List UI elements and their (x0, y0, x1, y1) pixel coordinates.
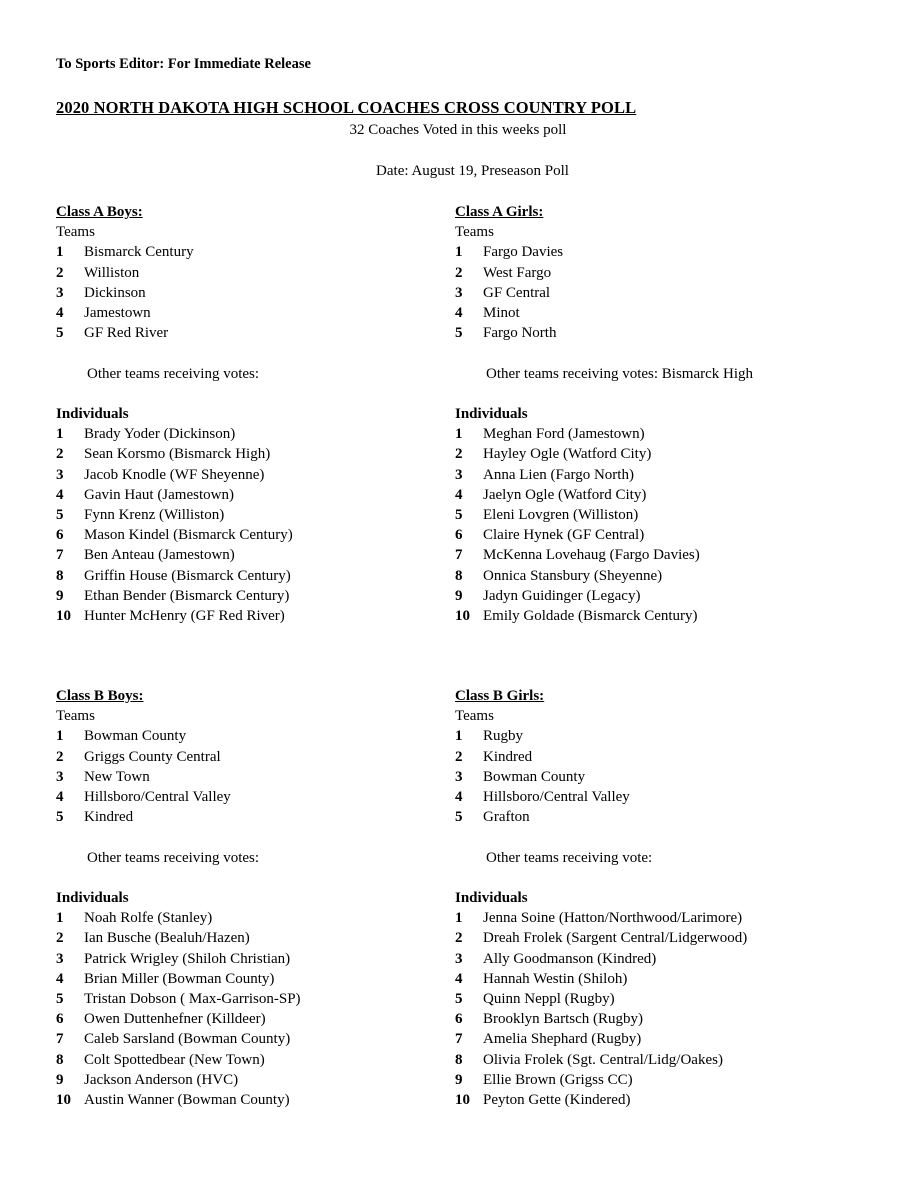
release-line: To Sports Editor: For Immediate Release (56, 56, 311, 72)
rank-number: 6 (56, 527, 64, 544)
team-row (56, 767, 476, 787)
rank-number: 5 (56, 991, 64, 1007)
section-title: Class A Girls: (455, 204, 544, 220)
rank-number: 4 (455, 789, 463, 806)
individual-name: Jadyn Guidinger (Legacy) (483, 587, 641, 604)
individual-row (56, 989, 476, 1009)
individual-row (56, 444, 476, 464)
individual-name: Austin Wanner (Bowman County) (84, 1092, 290, 1109)
individual-row (455, 505, 875, 525)
individual-row (56, 1050, 476, 1070)
team-name: Bowman County (483, 768, 586, 785)
team-name: Grafton (483, 809, 530, 826)
individual-row (56, 566, 476, 586)
other-teams-receiving-votes: Other teams receiving vote: (486, 849, 653, 866)
section-class-b-girls (455, 686, 875, 1110)
team-name: New Town (84, 768, 150, 785)
team-name: Hillsboro/Central Valley (483, 789, 630, 806)
rank-number: 3 (56, 466, 64, 483)
team-name: Rugby (483, 728, 524, 745)
rank-number: 5 (455, 809, 463, 826)
individual-row (56, 525, 476, 545)
team-row (56, 242, 476, 262)
team-row (455, 747, 875, 767)
individual-row (56, 465, 476, 485)
rank-number: 2 (56, 930, 64, 947)
individual-name: Jackson Anderson (HVC) (84, 1071, 239, 1088)
team-row (56, 263, 476, 283)
team-name: Fargo Davies (483, 244, 564, 261)
poll-date-line: Date: August 19, Preseason Poll (376, 163, 569, 179)
teams-label: Teams (455, 224, 494, 241)
individual-row (56, 1029, 476, 1049)
rank-number: 3 (455, 950, 463, 967)
team-row (455, 787, 875, 807)
team-row (56, 303, 476, 323)
individual-name: Meghan Ford (Jamestown) (483, 426, 645, 443)
individual-name: Quinn Neppl (Rugby) (483, 991, 615, 1007)
individual-name: Emily Goldade (Bismarck Century) (483, 608, 698, 625)
individual-name: Gavin Haut (Jamestown) (84, 486, 234, 503)
rank-number: 2 (455, 264, 463, 281)
individual-name: Jacob Knodle (WF Sheyenne) (84, 466, 265, 483)
individual-name: Jenna Soine (Hatton/Northwood/Larimore) (483, 910, 743, 927)
rank-number: 3 (455, 284, 463, 301)
rank-number: 1 (56, 728, 64, 745)
individual-row (455, 545, 875, 565)
team-name: Dickinson (84, 284, 146, 301)
rank-number: 7 (455, 1031, 463, 1048)
individual-name: McKenna Lovehaug (Fargo Davies) (483, 547, 700, 564)
individual-name: Brian Miller (Bowman County) (84, 970, 275, 987)
rank-number: 4 (56, 305, 64, 322)
individual-name: Tristan Dobson ( Max-Garrison-SP) (84, 991, 301, 1007)
rank-number: 1 (455, 910, 463, 927)
team-name: West Fargo (483, 264, 552, 281)
rank-number: 1 (56, 244, 64, 261)
individual-row (56, 545, 476, 565)
individual-row (455, 1070, 875, 1090)
individual-row (455, 1009, 875, 1029)
rank-number: 9 (455, 587, 463, 604)
individual-name: Griffin House (Bismarck Century) (84, 567, 291, 584)
team-row (455, 242, 875, 262)
rank-number: 8 (455, 1051, 463, 1068)
rank-number: 5 (455, 507, 463, 523)
rank-number: 8 (56, 567, 64, 584)
rank-number: 4 (56, 789, 64, 806)
team-row (455, 323, 875, 343)
individual-name: Caleb Sarsland (Bowman County) (84, 1031, 291, 1048)
individual-row (56, 1090, 476, 1110)
individuals-label: Individuals (56, 405, 129, 422)
rank-number: 2 (56, 264, 64, 281)
team-name: Kindred (84, 809, 134, 826)
individual-row (56, 908, 476, 928)
individual-row (455, 1029, 875, 1049)
team-name: Hillsboro/Central Valley (84, 789, 231, 806)
team-row (455, 807, 875, 827)
other-teams-receiving-votes: Other teams receiving votes: (87, 365, 260, 382)
team-name: Minot (483, 305, 520, 322)
individual-row (455, 606, 875, 626)
rank-number: 4 (56, 486, 64, 503)
rank-number: 9 (455, 1071, 463, 1088)
individual-name: Brady Yoder (Dickinson) (84, 426, 236, 443)
coaches-voted-line: 32 Coaches Voted in this weeks poll (349, 122, 567, 138)
individual-name: Olivia Frolek (Sgt. Central/Lidg/Oakes) (483, 1051, 723, 1068)
team-row (56, 283, 476, 303)
individual-name: Amelia Shephard (Rugby) (483, 1031, 642, 1048)
spacer (455, 827, 875, 847)
individual-name: Ian Busche (Bealuh/Hazen) (84, 930, 250, 947)
individual-row (56, 928, 476, 948)
rank-number: 8 (455, 567, 463, 584)
teams-label: Teams (56, 708, 95, 725)
rank-number: 10 (455, 608, 470, 625)
individual-name: Colt Spottedbear (New Town) (84, 1051, 265, 1068)
spacer (455, 384, 875, 404)
team-name: Williston (84, 264, 140, 281)
individual-name: Mason Kindel (Bismarck Century) (84, 527, 293, 544)
team-row (56, 323, 476, 343)
rank-number: 7 (56, 1031, 64, 1048)
other-teams-receiving-votes: Other teams receiving votes: Bismarck High (486, 365, 754, 382)
rank-number: 5 (455, 325, 463, 342)
spacer (56, 384, 476, 404)
rank-number: 8 (56, 1051, 64, 1068)
team-row (455, 767, 875, 787)
rank-number: 10 (455, 1092, 470, 1109)
team-name: Fargo North (483, 325, 557, 342)
individual-name: Owen Duttenhefner (Killdeer) (84, 1011, 266, 1028)
rank-number: 2 (455, 446, 463, 463)
team-name: Bowman County (84, 728, 187, 745)
rank-number: 1 (56, 910, 64, 927)
section-class-a-girls (455, 202, 875, 626)
rank-number: 3 (56, 284, 64, 301)
spacer (455, 343, 875, 363)
spacer (455, 868, 875, 888)
other-teams-receiving-votes: Other teams receiving votes: (87, 849, 260, 866)
individual-row (455, 949, 875, 969)
spacer (56, 827, 476, 847)
individual-name: Dreah Frolek (Sargent Central/Lidgerwood) (483, 930, 748, 947)
individual-name: Hayley Ogle (Watford City) (483, 446, 652, 463)
rank-number: 7 (455, 547, 463, 564)
poll-title: 2020 NORTH DAKOTA HIGH SCHOOL COACHES CROSS COUNTRY POLL (56, 98, 637, 117)
individual-name: Ellie Brown (Grigss CC) (483, 1071, 633, 1088)
individual-name: Hannah Westin (Shiloh) (483, 970, 628, 987)
individuals-label: Individuals (455, 889, 528, 906)
individual-row (455, 424, 875, 444)
team-row (56, 726, 476, 746)
rank-number: 9 (56, 1071, 64, 1088)
individual-row (455, 485, 875, 505)
individual-name: Brooklyn Bartsch (Rugby) (483, 1011, 643, 1028)
individual-name: Eleni Lovgren (Williston) (483, 507, 639, 523)
rank-number: 7 (56, 547, 64, 564)
individual-name: Anna Lien (Fargo North) (483, 466, 634, 483)
individual-name: Peyton Gette (Kindered) (483, 1092, 631, 1109)
individual-name: Claire Hynek (GF Central) (483, 527, 645, 544)
individual-row (455, 908, 875, 928)
team-row (56, 807, 476, 827)
individual-row (455, 969, 875, 989)
individual-name: Ben Anteau (Jamestown) (84, 547, 235, 564)
rank-number: 6 (455, 1011, 463, 1028)
individual-name: Ally Goodmanson (Kindred) (483, 950, 657, 967)
team-row (455, 303, 875, 323)
rank-number: 1 (455, 728, 463, 745)
rank-number: 6 (56, 1011, 64, 1028)
rank-number: 2 (56, 748, 64, 765)
rank-number: 3 (56, 768, 64, 785)
team-row (455, 263, 875, 283)
individual-row (455, 1090, 875, 1110)
individual-row (455, 586, 875, 606)
team-name: Kindred (483, 748, 533, 765)
individual-row (56, 949, 476, 969)
rank-number: 4 (455, 486, 463, 503)
rank-number: 4 (455, 305, 463, 322)
rank-number: 5 (455, 991, 463, 1007)
rank-number: 4 (455, 970, 463, 987)
individual-row (56, 424, 476, 444)
rank-number: 2 (455, 748, 463, 765)
individual-row (56, 969, 476, 989)
individual-row (455, 989, 875, 1009)
individual-row (56, 485, 476, 505)
rank-number: 5 (56, 325, 64, 342)
rank-number: 5 (56, 507, 64, 523)
spacer (56, 343, 476, 363)
section-title: Class B Girls: (455, 688, 545, 704)
team-row (455, 283, 875, 303)
rank-number: 10 (56, 1092, 71, 1109)
team-name: Griggs County Central (84, 748, 221, 765)
individual-row (455, 1050, 875, 1070)
individual-row (455, 566, 875, 586)
rank-number: 1 (455, 426, 463, 443)
rank-number: 3 (455, 768, 463, 785)
spacer (56, 868, 476, 888)
individual-row (56, 606, 476, 626)
section-title: Class B Boys: (56, 688, 144, 704)
section-title: Class A Boys: (56, 204, 143, 220)
individual-row (455, 465, 875, 485)
rank-number: 6 (455, 527, 463, 544)
rank-number: 9 (56, 587, 64, 604)
individual-name: Ethan Bender (Bismarck Century) (84, 587, 290, 604)
team-row (56, 787, 476, 807)
rank-number: 3 (56, 950, 64, 967)
rank-number: 10 (56, 608, 71, 625)
individual-row (56, 1070, 476, 1090)
section-class-a-boys (56, 202, 476, 626)
teams-label: Teams (455, 708, 494, 725)
individual-name: Noah Rolfe (Stanley) (84, 910, 213, 927)
rank-number: 4 (56, 970, 64, 987)
team-row (56, 747, 476, 767)
individual-row (455, 928, 875, 948)
individual-name: Sean Korsmo (Bismarck High) (84, 446, 271, 463)
individual-row (455, 444, 875, 464)
team-name: GF Red River (84, 325, 169, 342)
individuals-label: Individuals (56, 889, 129, 906)
rank-number: 2 (56, 446, 64, 463)
individual-row (56, 586, 476, 606)
individuals-label: Individuals (455, 405, 528, 422)
team-row (455, 726, 875, 746)
teams-label: Teams (56, 224, 95, 241)
individual-name: Fynn Krenz (Williston) (84, 507, 225, 523)
individual-row (455, 525, 875, 545)
rank-number: 1 (455, 244, 463, 261)
rank-number: 2 (455, 930, 463, 947)
individual-name: Hunter McHenry (GF Red River) (84, 608, 285, 625)
section-class-b-boys (56, 686, 476, 1110)
rank-number: 3 (455, 466, 463, 483)
rank-number: 1 (56, 426, 64, 443)
individual-row (56, 505, 476, 525)
individual-name: Onnica Stansbury (Sheyenne) (483, 567, 663, 584)
individual-row (56, 1009, 476, 1029)
team-name: Jamestown (84, 305, 151, 322)
team-name: GF Central (483, 284, 551, 301)
team-name: Bismarck Century (84, 244, 194, 261)
rank-number: 5 (56, 809, 64, 826)
individual-name: Jaelyn Ogle (Watford City) (483, 486, 647, 503)
individual-name: Patrick Wrigley (Shiloh Christian) (84, 950, 291, 967)
